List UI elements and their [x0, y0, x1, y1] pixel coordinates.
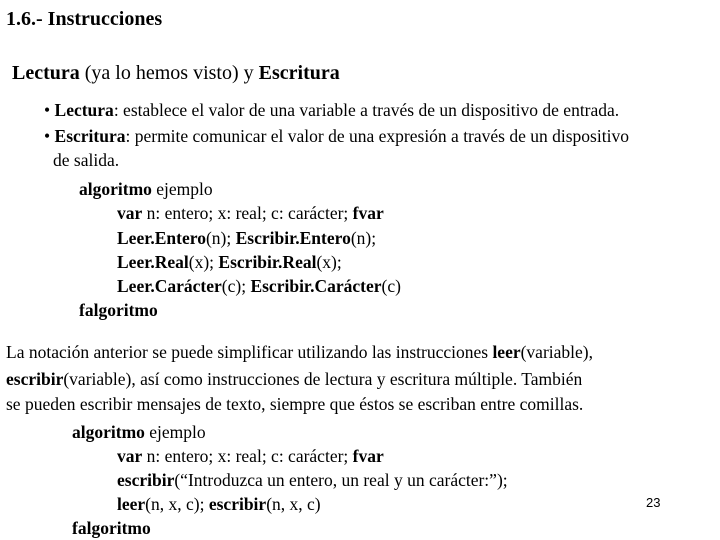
keyword: var [117, 203, 143, 223]
bullet-marker: • [44, 126, 55, 146]
keyword: leer [492, 342, 521, 362]
keyword: fvar [352, 203, 384, 223]
code-text: ejemplo [144, 422, 206, 442]
code-text: n: entero; x: real; c: carácter; [142, 203, 353, 223]
code2-line-5 [72, 516, 151, 540]
keyword: escribir [117, 470, 175, 490]
paragraph-line-3: se pueden escribir mensajes de texto, siempre que éstos se escriban entre comillas. [6, 394, 584, 414]
keyword: falgoritmo [72, 518, 151, 538]
page-title: 1.6.- Instrucciones [6, 8, 163, 30]
paragraph-text: La notación anterior se puede simplificar utilizando las instrucciones [6, 342, 493, 362]
bullet-text: : establece el valor de una variable a través de un dispositivo de entrada. [113, 100, 620, 120]
code1-line-4 [117, 250, 342, 274]
keyword: var [117, 446, 143, 466]
code2-line-4 [117, 492, 321, 516]
code-text: (n, x, c); [145, 494, 209, 514]
subtitle-middle: (ya lo hemos visto) y [79, 62, 259, 84]
code-text: (n); [205, 228, 236, 248]
code-text: ejemplo [151, 179, 213, 199]
code2-line-2 [117, 444, 384, 468]
code-text: (x); [188, 252, 219, 272]
section-subtitle [12, 62, 340, 85]
keyword: Escribir.Real [218, 252, 317, 272]
keyword: Escribir.Entero [235, 228, 351, 248]
code1-line-1 [79, 177, 213, 201]
code1-line-5 [117, 274, 401, 298]
keyword: escribir [6, 369, 64, 389]
code-text: (“Introduzca un entero, un real y un carácter:”); [174, 470, 508, 490]
code-text: (n, x, c) [266, 494, 321, 514]
bullet-text: : permite comunicar el valor de una expresión a través de un dispositivo [125, 126, 629, 146]
bullet-continuation: de salida. [53, 150, 120, 170]
keyword: escribir [208, 494, 267, 514]
code2-line-1 [72, 420, 206, 444]
keyword: algoritmo [72, 422, 145, 442]
subtitle-lectura: Lectura [12, 62, 80, 84]
bullet-term: Lectura [54, 100, 114, 120]
keyword: falgoritmo [79, 300, 158, 320]
paragraph-line-2 [6, 367, 582, 391]
code-text: (n); [350, 228, 377, 248]
keyword: algoritmo [79, 179, 152, 199]
code-text: (c) [381, 276, 401, 296]
keyword: Leer.Carácter [117, 276, 222, 296]
paragraph-text: (variable), [520, 342, 593, 362]
keyword: Leer.Entero [117, 228, 206, 248]
code1-line-3 [117, 226, 376, 250]
bullet-term: Escritura [54, 126, 126, 146]
code-text: n: entero; x: real; c: carácter; [142, 446, 353, 466]
code-text: (c); [221, 276, 251, 296]
bullet-escritura [44, 124, 629, 148]
page-number: 23 [646, 495, 661, 510]
keyword: leer [117, 494, 146, 514]
bullet-marker: • [44, 100, 55, 120]
bullet-lectura [44, 98, 619, 122]
subtitle-escritura: Escritura [258, 62, 340, 84]
paragraph-line-1 [6, 340, 593, 364]
code1-line-6 [79, 298, 158, 322]
code1-line-2 [117, 201, 384, 225]
keyword: Leer.Real [117, 252, 189, 272]
code2-line-3 [117, 468, 508, 492]
keyword: Escribir.Carácter [250, 276, 382, 296]
keyword: fvar [352, 446, 384, 466]
paragraph-text: (variable), así como instrucciones de lectura y escritura múltiple. También [63, 369, 583, 389]
code-text: (x); [316, 252, 342, 272]
